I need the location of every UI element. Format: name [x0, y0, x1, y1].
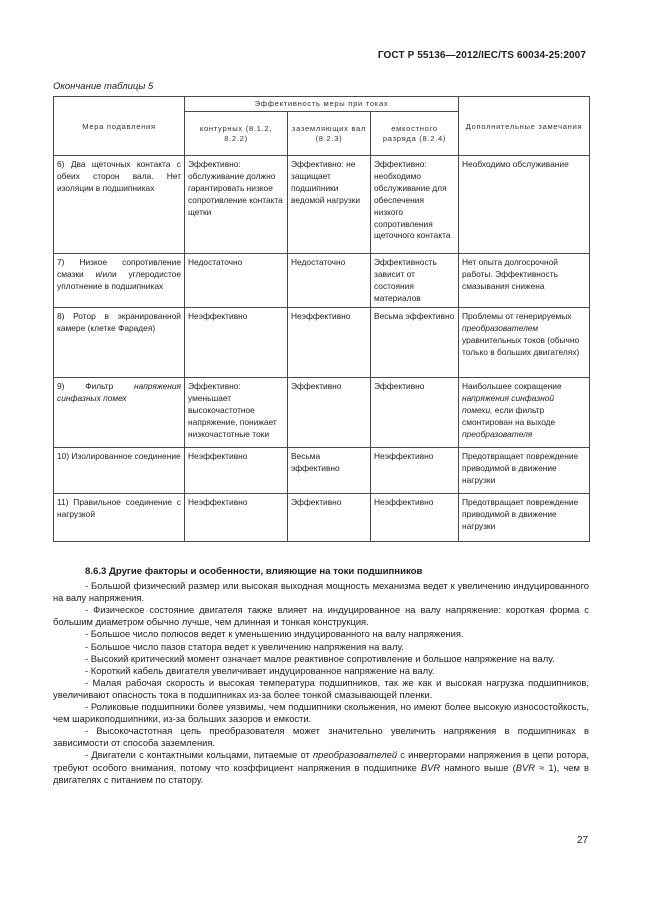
- paragraph: [53, 749, 589, 785]
- cell-col-a: Неэффективно: [185, 494, 288, 542]
- cell-col-c: Эффективно: необходимо обслуживание для обеспечения низкого сопротивления щеточного контакта: [371, 156, 459, 254]
- cell-notes: Предотвращает повреждение приводимой в движение нагрузки: [459, 494, 590, 542]
- paragraph: - Высокий критический момент означает малое реактивное сопротивление и большое напряжение на валу.: [85, 652, 555, 664]
- cell-col-a: Неэффективно: [185, 308, 288, 378]
- cell-notes: Необходимо обслуживание: [459, 156, 590, 254]
- cell-measure: 8) Ротор в экранированной камере (клетке Фарадея): [54, 308, 185, 378]
- cell-col-a: Эффективно: обслуживание должно гарантировать низкое сопротивление контакта щетки: [185, 156, 288, 254]
- header-effectiveness: Эффективность меры при токах: [185, 97, 459, 112]
- paragraph: - Малая рабочая скорость и высокая температура подшипников, так же как и высокая нагрузка подшипников, увеличивают опасность тока в подшипниках из-за более тонкой смазывающей пленки.: [53, 676, 589, 700]
- paragraph: - Физическое состояние двигателя также влияет на индуцированное на валу напряжение: короткая форма с большим диаметром обычно лучше, чем длинная и тонкая конструкция.: [53, 604, 589, 628]
- cell-notes: Предотвращает повреждение приводимой в движение нагрузки: [459, 448, 590, 494]
- table-row: [54, 448, 590, 494]
- header-col-a: контурных (8.1.2, 8.2.2): [185, 112, 288, 156]
- header-col-c: емкостного разряда (8.2.4): [371, 112, 459, 156]
- paragraph-emphasis: BVR: [420, 761, 441, 773]
- cell-col-b: Неэффективно: [288, 308, 371, 378]
- paragraph-text: намного выше (: [440, 761, 516, 773]
- paragraph: - Большое число полюсов ведет к уменьшению индуцированного на валу напряжения.: [85, 628, 464, 640]
- paragraph: - Роликовые подшипники более уязвимы, чем подшипники скольжения, но имеют более высокую износостойкость, чем шарикоподшипники, из-за больших зазоров и емкости.: [53, 701, 589, 725]
- cell-col-a: Неэффективно: [185, 448, 288, 494]
- section-heading: 8.6.3 Другие факторы и особенности, влияющие на токи подшипников: [85, 566, 423, 577]
- table-row: [54, 378, 590, 448]
- paragraph: - Высокочастотная цепь преобразователя может значительно увеличить напряжения в подшипниках в зависимости от способа заземления.: [53, 725, 589, 749]
- cell-col-c: Эффективно: [371, 378, 459, 448]
- cell-col-b: Недостаточно: [288, 254, 371, 308]
- table-caption: Окончание таблицы 5: [53, 81, 154, 92]
- notes-text: Проблемы от генерируемых: [462, 311, 572, 321]
- paragraph-emphasis: BVR: [515, 761, 535, 773]
- cell-measure: 7) Низкое сопротивление смазки и/или углеродистое уплотнение в подшипниках: [54, 254, 185, 308]
- document-header: ГОСТ Р 55136—2012/IEC/TS 60034-25:2007: [377, 50, 586, 61]
- cell-notes: [459, 378, 590, 448]
- header-col-b: заземляющих вал (8.2.3): [288, 112, 371, 156]
- cell-col-a: Эффективно: уменьшает высокочастотное напряжение, понижает низкочастотные токи: [185, 378, 288, 448]
- cell-col-b: Эффективно: не защищает подшипники ведомой нагрузки: [288, 156, 371, 254]
- notes-text: уравнительных токов (обычно только в больших двигателях): [462, 334, 580, 357]
- cell-col-c: Эффективность зависит от состояния материалов: [371, 254, 459, 308]
- cell-measure: 10) Изолированное соединение: [54, 448, 185, 494]
- notes-emphasis: преобразователя: [462, 428, 533, 439]
- notes-emphasis: преобразователем: [462, 322, 539, 333]
- cell-col-c: Неэффективно: [371, 494, 459, 542]
- cell-measure: 11) Правильное соединение с нагрузкой: [54, 494, 185, 542]
- table-row: [54, 156, 590, 254]
- notes-text: если фильтр смонтирован на выходе: [462, 404, 556, 427]
- paragraph-text: - Двигатели с контактными кольцами, питаемые от: [85, 749, 313, 761]
- table-row: [54, 308, 590, 378]
- paragraph: - Большое число пазов статора ведет к увеличению напряжения на валу.: [85, 640, 404, 652]
- table-header-row: [54, 97, 590, 112]
- cell-col-a: Недостаточно: [185, 254, 288, 308]
- measure-emphasis: напряжения синфазных помех: [57, 381, 181, 403]
- notes-text: Наибольшее сокращение: [462, 381, 562, 391]
- cell-notes: [459, 308, 590, 378]
- paragraph-text: ≈ 1), чем в двигателях с питанием по статору.: [53, 761, 590, 785]
- cell-col-b: Весьма эффективно: [288, 448, 371, 494]
- page-number: 27: [577, 835, 589, 846]
- paragraph: - Короткий кабель двигателя увеличивает индуцированное напряжение на валу.: [85, 664, 435, 676]
- measure-text: 9) Фильтр: [57, 381, 135, 391]
- paragraph: - Большой физический размер или высокая выходная мощность механизма ведет к увеличению индуцированного на валу напряжения.: [53, 580, 589, 604]
- section-body: [53, 566, 589, 786]
- cell-measure: [54, 378, 185, 448]
- cell-measure: 6) Два щеточных контакта с обеих сторон вала. Нет изоляции в подшипниках: [54, 156, 185, 254]
- paragraph-text: с инверторами напряжения в цепи ротора, требуют особого внимания, потому что коэффициент напряжения в подшипнике: [53, 749, 589, 773]
- header-measure: Мера подавления: [54, 97, 185, 156]
- notes-emphasis: напряжения синфазной помехи,: [462, 392, 555, 415]
- cell-col-b: Эффективно: [288, 494, 371, 542]
- cell-col-c: Весьма эффективно: [371, 308, 459, 378]
- header-notes: Дополнительные замечания: [459, 97, 590, 156]
- cell-notes: Нет опыта долгосрочной работы. Эффективность смазывания снижена: [459, 254, 590, 308]
- measures-table: [53, 96, 590, 542]
- paragraph-emphasis: преобразователей: [312, 749, 398, 761]
- table-row: [54, 254, 590, 308]
- table-row: [54, 494, 590, 542]
- cell-col-b: Эффективно: [288, 378, 371, 448]
- cell-col-c: Неэффективно: [371, 448, 459, 494]
